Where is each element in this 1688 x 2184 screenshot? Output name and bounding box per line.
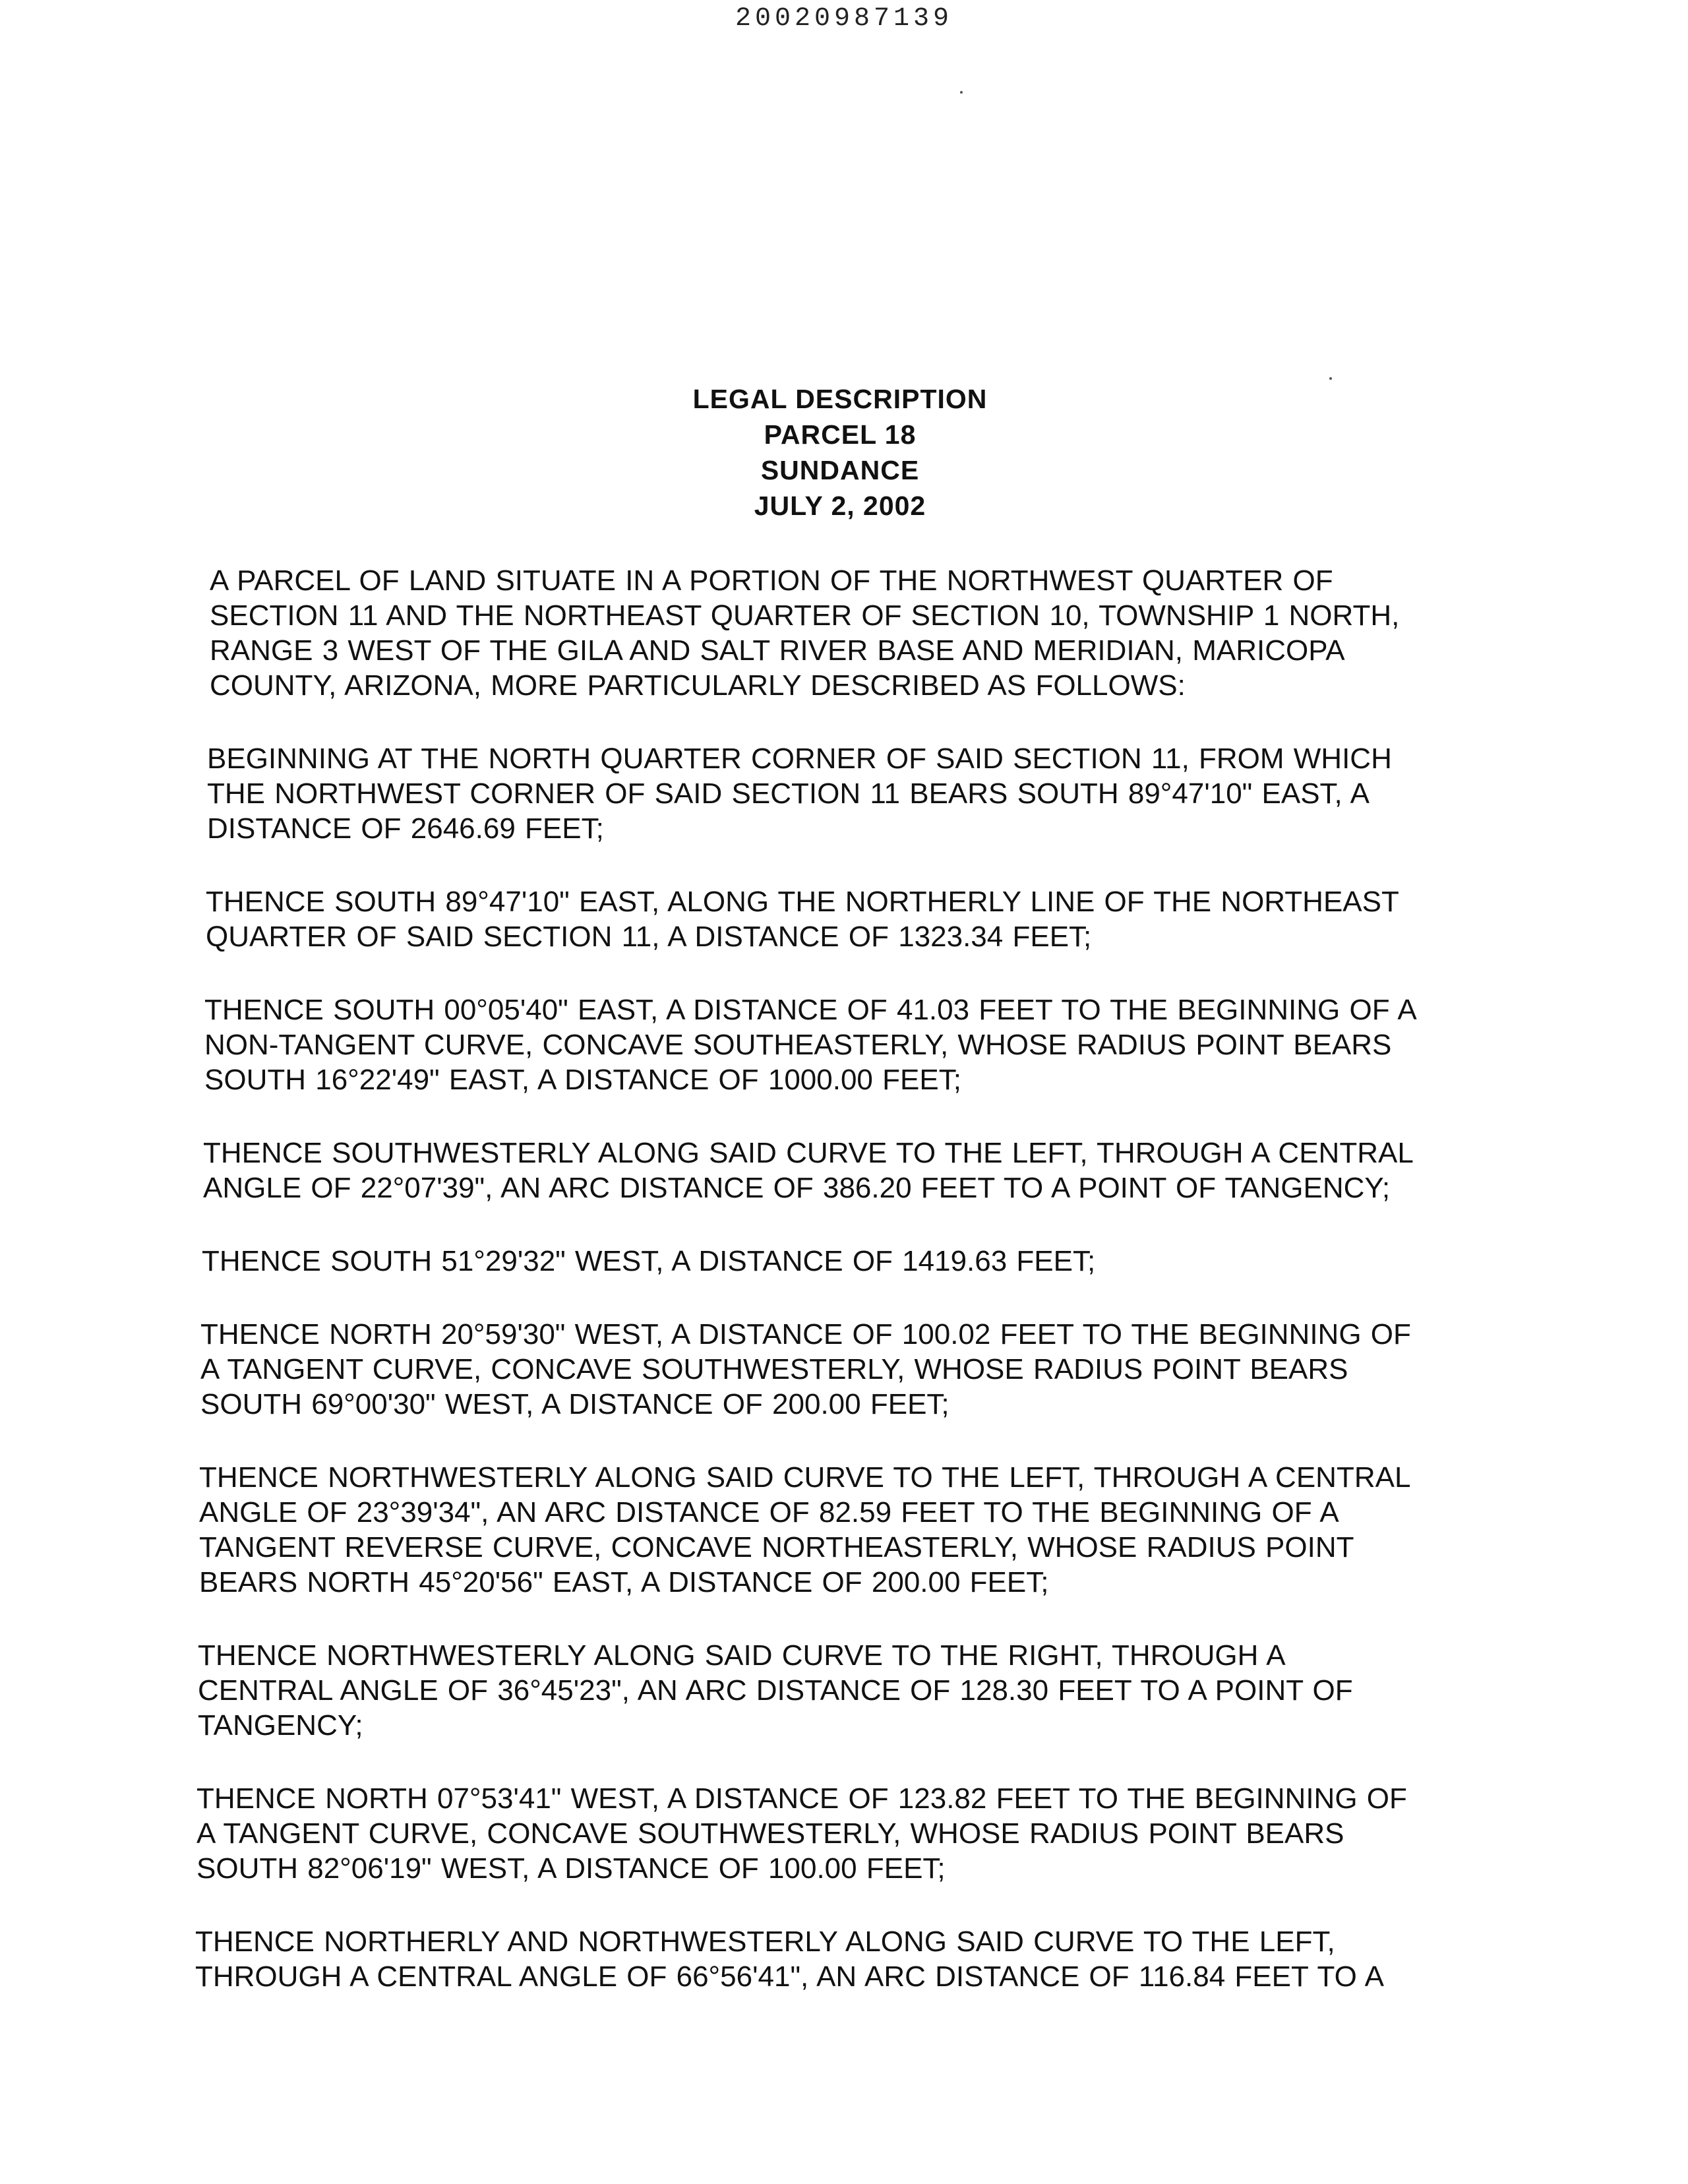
text-line: THENCE NORTH 07°53'41" WEST, A DISTANCE OF 123.82 FEET TO THE BEGINNING OF	[196, 1782, 1407, 1815]
text-line: THE NORTHWEST CORNER OF SAID SECTION 11 BEARS SOUTH 89°47'10" EAST, A	[207, 777, 1370, 810]
text-line: SOUTH 69°00'30" WEST, A DISTANCE OF 200.00 FEET;	[200, 1388, 950, 1420]
text-line: THENCE NORTHERLY AND NORTHWESTERLY ALONG SAID CURVE TO THE LEFT,	[195, 1926, 1335, 1958]
text-line: ANGLE OF 22°07'39", AN ARC DISTANCE OF 386.20 FEET TO A POINT OF TANGENCY;	[203, 1172, 1391, 1204]
text-line: A PARCEL OF LAND SITUATE IN A PORTION OF THE NORTHWEST QUARTER OF	[210, 564, 1333, 597]
heading-date: JULY 2, 2002	[754, 491, 926, 521]
text-line: NON-TANGENT CURVE, CONCAVE SOUTHEASTERLY, WHOSE RADIUS POINT BEARS	[204, 1029, 1392, 1061]
paragraph	[200, 1317, 1476, 1422]
text-line: BEGINNING AT THE NORTH QUARTER CORNER OF SAID SECTION 11, FROM WHICH	[207, 743, 1392, 775]
paragraph	[203, 1136, 1476, 1205]
paragraph	[196, 1781, 1476, 1886]
heading-title: LEGAL DESCRIPTION	[692, 384, 988, 414]
paragraph	[195, 1924, 1476, 1994]
text-line: CENTRAL ANGLE OF 36°45'23", AN ARC DISTANCE OF 128.30 FEET TO A POINT OF	[198, 1674, 1353, 1707]
text-line: THENCE NORTHWESTERLY ALONG SAID CURVE TO THE LEFT, THROUGH A CENTRAL	[199, 1461, 1411, 1494]
text-line: QUARTER OF SAID SECTION 11, A DISTANCE OF 1323.34 FEET;	[206, 921, 1092, 953]
text-line: SOUTH 16°22'49" EAST, A DISTANCE OF 1000.00 FEET;	[204, 1064, 961, 1096]
text-line: A TANGENT CURVE, CONCAVE SOUTHWESTERLY, WHOSE RADIUS POINT BEARS	[196, 1817, 1344, 1850]
text-line: DISTANCE OF 2646.69 FEET;	[207, 812, 604, 845]
scan-speck	[960, 91, 963, 94]
paragraph	[210, 563, 1476, 703]
text-line: ANGLE OF 23°39'34", AN ARC DISTANCE OF 82.59 FEET TO THE BEGINNING OF A	[199, 1496, 1339, 1529]
paragraph	[204, 992, 1476, 1097]
text-line: THENCE NORTH 20°59'30" WEST, A DISTANCE OF 100.02 FEET TO THE BEGINNING OF	[200, 1318, 1411, 1350]
text-line: BEARS NORTH 45°20'56" EAST, A DISTANCE OF 200.00 FEET;	[199, 1566, 1049, 1598]
text-line: RANGE 3 WEST OF THE GILA AND SALT RIVER BASE AND MERIDIAN, MARICOPA	[210, 634, 1345, 667]
text-line: COUNTY, ARIZONA, MORE PARTICULARLY DESCRIBED AS FOLLOWS:	[210, 669, 1186, 702]
text-line: THENCE SOUTH 51°29'32" WEST, A DISTANCE OF 1419.63 FEET;	[202, 1245, 1096, 1277]
legal-description-body	[195, 563, 1476, 2032]
recording-number: 20020987139	[735, 4, 953, 34]
paragraph	[199, 1460, 1476, 1600]
text-line: THROUGH A CENTRAL ANGLE OF 66°56'41", AN ARC DISTANCE OF 116.84 FEET TO A	[195, 1960, 1384, 1993]
text-line: A TANGENT CURVE, CONCAVE SOUTHWESTERLY, WHOSE RADIUS POINT BEARS	[200, 1353, 1348, 1385]
text-line: THENCE SOUTHWESTERLY ALONG SAID CURVE TO THE LEFT, THROUGH A CENTRAL	[203, 1137, 1414, 1169]
heading-subdivision: SUNDANCE	[760, 455, 920, 485]
text-line: TANGENCY;	[198, 1709, 363, 1742]
paragraph	[202, 1244, 1476, 1279]
paragraph	[198, 1638, 1476, 1743]
document-heading	[0, 381, 1688, 524]
text-line: SOUTH 82°06'19" WEST, A DISTANCE OF 100.00 FEET;	[196, 1852, 946, 1885]
text-line: TANGENT REVERSE CURVE, CONCAVE NORTHEASTERLY, WHOSE RADIUS POINT	[199, 1531, 1354, 1563]
paragraph	[206, 884, 1476, 954]
text-line: THENCE SOUTH 89°47'10" EAST, ALONG THE NORTHERLY LINE OF THE NORTHEAST	[206, 886, 1399, 918]
text-line: THENCE NORTHWESTERLY ALONG SAID CURVE TO THE RIGHT, THROUGH A	[198, 1639, 1286, 1672]
paragraph	[207, 741, 1476, 846]
text-line: THENCE SOUTH 00°05'40" EAST, A DISTANCE OF 41.03 FEET TO THE BEGINNING OF A	[204, 994, 1417, 1026]
scan-speck	[1329, 377, 1332, 380]
text-line: SECTION 11 AND THE NORTHEAST QUARTER OF SECTION 10, TOWNSHIP 1 NORTH,	[210, 599, 1400, 632]
heading-parcel: PARCEL 18	[764, 419, 917, 450]
